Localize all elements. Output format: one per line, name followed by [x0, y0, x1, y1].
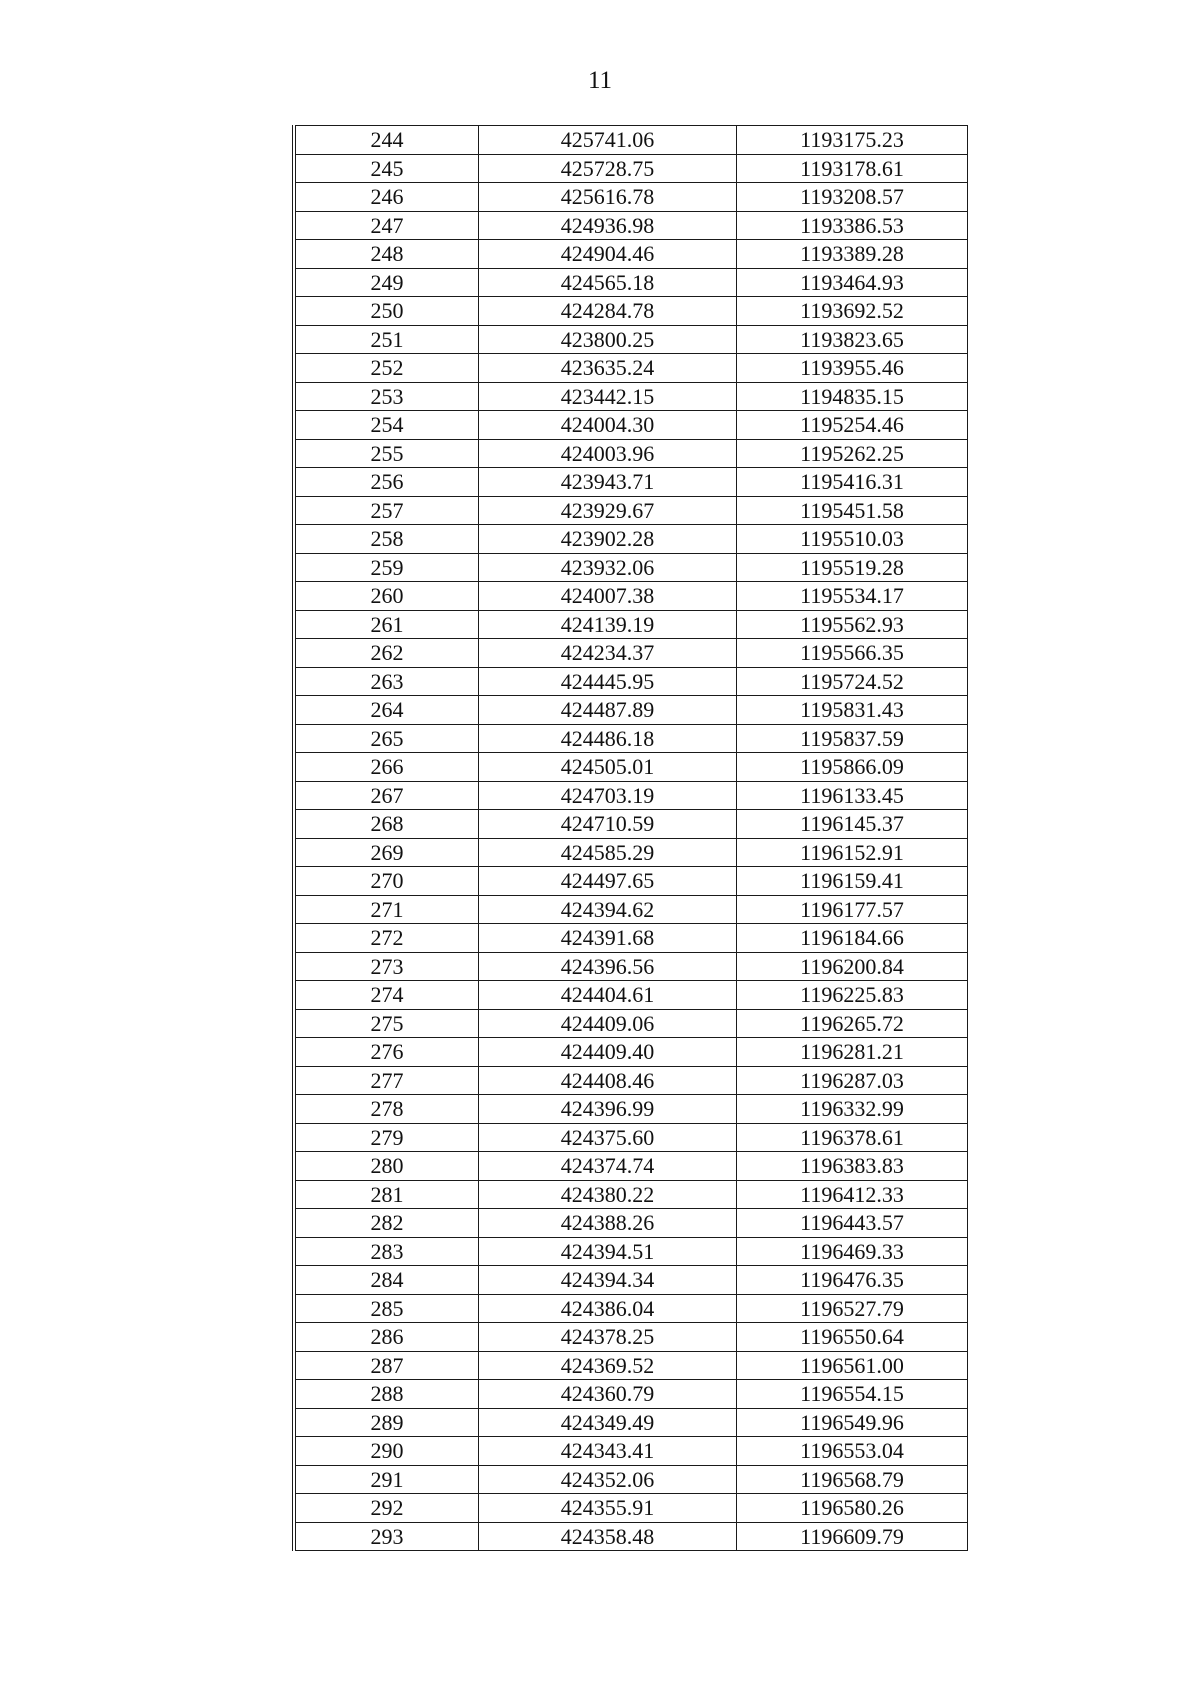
- x-coordinate-cell: 424358.48: [479, 1522, 737, 1551]
- table-row: [294, 867, 968, 896]
- y-coordinate-cell: 1193175.23: [737, 126, 968, 155]
- x-coordinate-cell: 424007.38: [479, 582, 737, 611]
- x-coordinate-cell: 424396.56: [479, 952, 737, 981]
- x-coordinate-cell: 424380.22: [479, 1180, 737, 1209]
- table-row: [294, 781, 968, 810]
- y-coordinate-cell: 1193823.65: [737, 325, 968, 354]
- table-row: [294, 1180, 968, 1209]
- point-number-cell: 254: [294, 411, 479, 440]
- point-number-cell: 272: [294, 924, 479, 953]
- point-number-cell: 277: [294, 1066, 479, 1095]
- table-row: [294, 1266, 968, 1295]
- point-number-cell: 281: [294, 1180, 479, 1209]
- y-coordinate-cell: 1193955.46: [737, 354, 968, 383]
- point-number-cell: 261: [294, 610, 479, 639]
- x-coordinate-cell: 424497.65: [479, 867, 737, 896]
- y-coordinate-cell: 1194835.15: [737, 382, 968, 411]
- point-number-cell: 285: [294, 1294, 479, 1323]
- x-coordinate-cell: 424487.89: [479, 696, 737, 725]
- point-number-cell: 251: [294, 325, 479, 354]
- x-coordinate-cell: 424234.37: [479, 639, 737, 668]
- y-coordinate-cell: 1196476.35: [737, 1266, 968, 1295]
- x-coordinate-cell: 424355.91: [479, 1494, 737, 1523]
- table-row: [294, 297, 968, 326]
- y-coordinate-cell: 1196177.57: [737, 895, 968, 924]
- x-coordinate-cell: 423943.71: [479, 468, 737, 497]
- y-coordinate-cell: 1193208.57: [737, 183, 968, 212]
- point-number-cell: 278: [294, 1095, 479, 1124]
- point-number-cell: 269: [294, 838, 479, 867]
- point-number-cell: 255: [294, 439, 479, 468]
- y-coordinate-cell: 1196265.72: [737, 1009, 968, 1038]
- point-number-cell: 283: [294, 1237, 479, 1266]
- x-coordinate-cell: 424585.29: [479, 838, 737, 867]
- x-coordinate-cell: 424408.46: [479, 1066, 737, 1095]
- y-coordinate-cell: 1196580.26: [737, 1494, 968, 1523]
- table-row: [294, 411, 968, 440]
- point-number-cell: 252: [294, 354, 479, 383]
- table-row: [294, 1465, 968, 1494]
- table-row: [294, 981, 968, 1010]
- page-number: 11: [587, 67, 613, 94]
- point-number-cell: 248: [294, 240, 479, 269]
- table-row: [294, 810, 968, 839]
- table-row: [294, 468, 968, 497]
- point-number-cell: 292: [294, 1494, 479, 1523]
- x-coordinate-cell: 424936.98: [479, 211, 737, 240]
- y-coordinate-cell: 1195416.31: [737, 468, 968, 497]
- x-coordinate-cell: 424409.06: [479, 1009, 737, 1038]
- y-coordinate-cell: 1196568.79: [737, 1465, 968, 1494]
- y-coordinate-cell: 1195451.58: [737, 496, 968, 525]
- y-coordinate-cell: 1196281.21: [737, 1038, 968, 1067]
- point-number-cell: 279: [294, 1123, 479, 1152]
- table-row: [294, 610, 968, 639]
- point-number-cell: 257: [294, 496, 479, 525]
- x-coordinate-cell: 424139.19: [479, 610, 737, 639]
- y-coordinate-cell: 1193692.52: [737, 297, 968, 326]
- x-coordinate-cell: 424445.95: [479, 667, 737, 696]
- x-coordinate-cell: 423442.15: [479, 382, 737, 411]
- point-number-cell: 284: [294, 1266, 479, 1295]
- x-coordinate-cell: 423929.67: [479, 496, 737, 525]
- y-coordinate-cell: 1196550.64: [737, 1323, 968, 1352]
- table-row: [294, 1351, 968, 1380]
- y-coordinate-cell: 1193178.61: [737, 154, 968, 183]
- table-row: [294, 1294, 968, 1323]
- x-coordinate-cell: 424375.60: [479, 1123, 737, 1152]
- table-row: [294, 1009, 968, 1038]
- y-coordinate-cell: 1196609.79: [737, 1522, 968, 1551]
- table-row: [294, 1038, 968, 1067]
- y-coordinate-cell: 1195831.43: [737, 696, 968, 725]
- point-number-cell: 268: [294, 810, 479, 839]
- y-coordinate-cell: 1195566.35: [737, 639, 968, 668]
- table-row: [294, 1066, 968, 1095]
- x-coordinate-cell: 425741.06: [479, 126, 737, 155]
- point-number-cell: 253: [294, 382, 479, 411]
- table-row: [294, 952, 968, 981]
- y-coordinate-cell: 1196527.79: [737, 1294, 968, 1323]
- y-coordinate-cell: 1196561.00: [737, 1351, 968, 1380]
- table-row: [294, 439, 968, 468]
- y-coordinate-cell: 1196152.91: [737, 838, 968, 867]
- point-number-cell: 263: [294, 667, 479, 696]
- table-row: [294, 496, 968, 525]
- point-number-cell: 256: [294, 468, 479, 497]
- point-number-cell: 276: [294, 1038, 479, 1067]
- point-number-cell: 286: [294, 1323, 479, 1352]
- table-row: [294, 354, 968, 383]
- point-number-cell: 280: [294, 1152, 479, 1181]
- point-number-cell: 271: [294, 895, 479, 924]
- x-coordinate-cell: 424565.18: [479, 268, 737, 297]
- point-number-cell: 250: [294, 297, 479, 326]
- x-coordinate-cell: 425728.75: [479, 154, 737, 183]
- x-coordinate-cell: 424904.46: [479, 240, 737, 269]
- y-coordinate-cell: 1195262.25: [737, 439, 968, 468]
- point-number-cell: 246: [294, 183, 479, 212]
- y-coordinate-cell: 1196549.96: [737, 1408, 968, 1437]
- y-coordinate-cell: 1193464.93: [737, 268, 968, 297]
- point-number-cell: 274: [294, 981, 479, 1010]
- y-coordinate-cell: 1196383.83: [737, 1152, 968, 1181]
- table-row: [294, 525, 968, 554]
- table-row: [294, 240, 968, 269]
- point-number-cell: 258: [294, 525, 479, 554]
- y-coordinate-cell: 1195254.46: [737, 411, 968, 440]
- point-number-cell: 289: [294, 1408, 479, 1437]
- table-row: [294, 1323, 968, 1352]
- table-row: [294, 1152, 968, 1181]
- x-coordinate-cell: 424388.26: [479, 1209, 737, 1238]
- y-coordinate-cell: 1196184.66: [737, 924, 968, 953]
- y-coordinate-cell: 1196145.37: [737, 810, 968, 839]
- table-row: [294, 724, 968, 753]
- point-number-cell: 290: [294, 1437, 479, 1466]
- table-row: [294, 639, 968, 668]
- table-row: [294, 838, 968, 867]
- table-row: [294, 325, 968, 354]
- coordinates-table: [292, 125, 968, 1551]
- y-coordinate-cell: 1196553.04: [737, 1437, 968, 1466]
- x-coordinate-cell: 424505.01: [479, 753, 737, 782]
- table-row: [294, 1408, 968, 1437]
- x-coordinate-cell: 424394.34: [479, 1266, 737, 1295]
- coordinates-table-body: [294, 126, 968, 1551]
- table-row: [294, 268, 968, 297]
- x-coordinate-cell: 424003.96: [479, 439, 737, 468]
- x-coordinate-cell: 424394.51: [479, 1237, 737, 1266]
- x-coordinate-cell: 423800.25: [479, 325, 737, 354]
- y-coordinate-cell: 1196443.57: [737, 1209, 968, 1238]
- x-coordinate-cell: 424396.99: [479, 1095, 737, 1124]
- y-coordinate-cell: 1195837.59: [737, 724, 968, 753]
- point-number-cell: 259: [294, 553, 479, 582]
- point-number-cell: 245: [294, 154, 479, 183]
- table-row: [294, 154, 968, 183]
- table-row: [294, 1522, 968, 1551]
- x-coordinate-cell: 424369.52: [479, 1351, 737, 1380]
- table-row: [294, 1209, 968, 1238]
- x-coordinate-cell: 424391.68: [479, 924, 737, 953]
- y-coordinate-cell: 1195866.09: [737, 753, 968, 782]
- x-coordinate-cell: 424374.74: [479, 1152, 737, 1181]
- x-coordinate-cell: 424378.25: [479, 1323, 737, 1352]
- x-coordinate-cell: 424386.04: [479, 1294, 737, 1323]
- point-number-cell: 288: [294, 1380, 479, 1409]
- y-coordinate-cell: 1196378.61: [737, 1123, 968, 1152]
- point-number-cell: 260: [294, 582, 479, 611]
- y-coordinate-cell: 1196469.33: [737, 1237, 968, 1266]
- x-coordinate-cell: 425616.78: [479, 183, 737, 212]
- table-row: [294, 1494, 968, 1523]
- y-coordinate-cell: 1195562.93: [737, 610, 968, 639]
- y-coordinate-cell: 1196412.33: [737, 1180, 968, 1209]
- y-coordinate-cell: 1196554.15: [737, 1380, 968, 1409]
- y-coordinate-cell: 1195510.03: [737, 525, 968, 554]
- x-coordinate-cell: 424486.18: [479, 724, 737, 753]
- table-row: [294, 126, 968, 155]
- y-coordinate-cell: 1196332.99: [737, 1095, 968, 1124]
- y-coordinate-cell: 1196159.41: [737, 867, 968, 896]
- table-row: [294, 553, 968, 582]
- table-row: [294, 211, 968, 240]
- y-coordinate-cell: 1196287.03: [737, 1066, 968, 1095]
- table-row: [294, 1095, 968, 1124]
- x-coordinate-cell: 424284.78: [479, 297, 737, 326]
- x-coordinate-cell: 423902.28: [479, 525, 737, 554]
- x-coordinate-cell: 424404.61: [479, 981, 737, 1010]
- y-coordinate-cell: 1193386.53: [737, 211, 968, 240]
- y-coordinate-cell: 1196133.45: [737, 781, 968, 810]
- table-row: [294, 382, 968, 411]
- point-number-cell: 273: [294, 952, 479, 981]
- table-row: [294, 667, 968, 696]
- y-coordinate-cell: 1196225.83: [737, 981, 968, 1010]
- x-coordinate-cell: 424703.19: [479, 781, 737, 810]
- y-coordinate-cell: 1195519.28: [737, 553, 968, 582]
- x-coordinate-cell: 424352.06: [479, 1465, 737, 1494]
- table-row: [294, 696, 968, 725]
- x-coordinate-cell: 424710.59: [479, 810, 737, 839]
- table-row: [294, 1123, 968, 1152]
- x-coordinate-cell: 424004.30: [479, 411, 737, 440]
- point-number-cell: 267: [294, 781, 479, 810]
- table-row: [294, 582, 968, 611]
- x-coordinate-cell: 424394.62: [479, 895, 737, 924]
- point-number-cell: 291: [294, 1465, 479, 1494]
- table-row: [294, 183, 968, 212]
- table-row: [294, 895, 968, 924]
- x-coordinate-cell: 424349.49: [479, 1408, 737, 1437]
- x-coordinate-cell: 423635.24: [479, 354, 737, 383]
- point-number-cell: 293: [294, 1522, 479, 1551]
- y-coordinate-cell: 1193389.28: [737, 240, 968, 269]
- x-coordinate-cell: 423932.06: [479, 553, 737, 582]
- point-number-cell: 247: [294, 211, 479, 240]
- point-number-cell: 265: [294, 724, 479, 753]
- table-row: [294, 924, 968, 953]
- point-number-cell: 275: [294, 1009, 479, 1038]
- x-coordinate-cell: 424343.41: [479, 1437, 737, 1466]
- y-coordinate-cell: 1196200.84: [737, 952, 968, 981]
- point-number-cell: 244: [294, 126, 479, 155]
- table-row: [294, 753, 968, 782]
- point-number-cell: 262: [294, 639, 479, 668]
- y-coordinate-cell: 1195724.52: [737, 667, 968, 696]
- x-coordinate-cell: 424409.40: [479, 1038, 737, 1067]
- point-number-cell: 287: [294, 1351, 479, 1380]
- point-number-cell: 249: [294, 268, 479, 297]
- table-row: [294, 1237, 968, 1266]
- point-number-cell: 264: [294, 696, 479, 725]
- table-row: [294, 1437, 968, 1466]
- y-coordinate-cell: 1195534.17: [737, 582, 968, 611]
- table-row: [294, 1380, 968, 1409]
- point-number-cell: 282: [294, 1209, 479, 1238]
- x-coordinate-cell: 424360.79: [479, 1380, 737, 1409]
- point-number-cell: 270: [294, 867, 479, 896]
- point-number-cell: 266: [294, 753, 479, 782]
